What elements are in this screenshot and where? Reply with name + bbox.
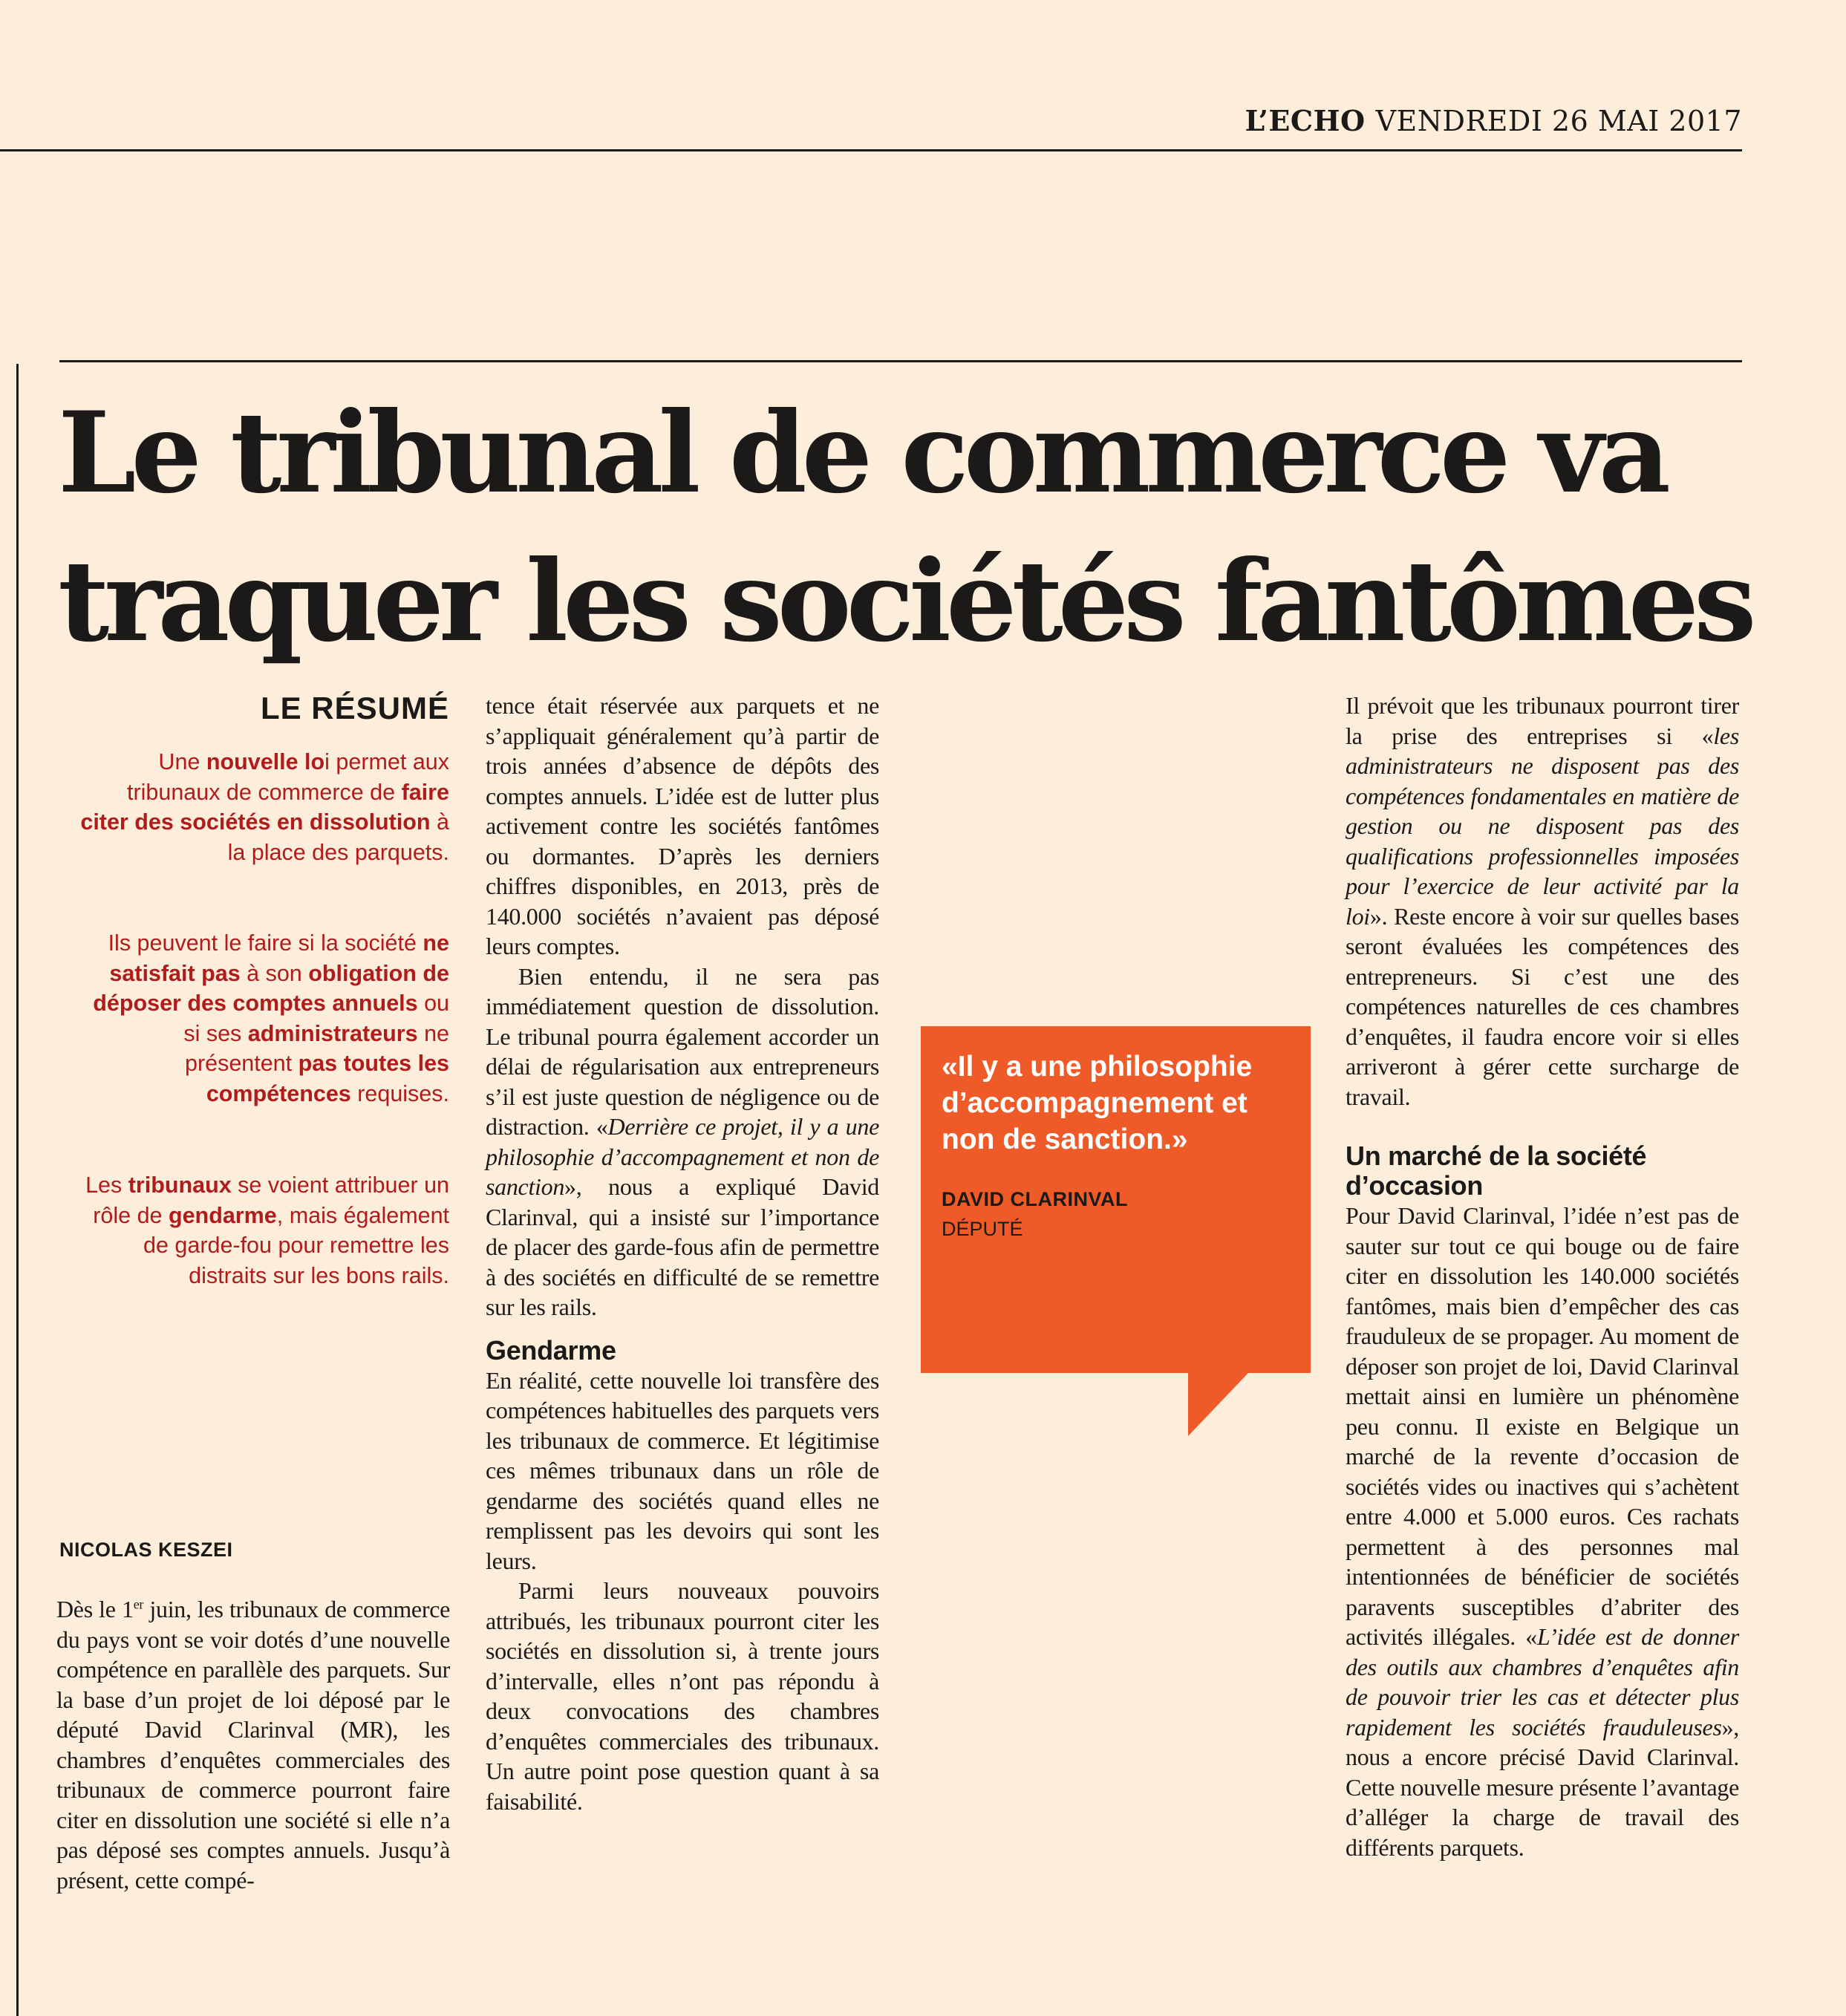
- pull-quote-author: DAVID CLARINVAL: [942, 1188, 1128, 1210]
- publication-date: VENDREDI 26 MAI 2017: [1375, 105, 1742, 137]
- article-paragraph: En réalité, cette nouvelle loi transfère des compétences habituelles des parquets vers les tribunaux de commerce. Et légitimise ces mêmes tribunaux dans un rôle de gendarme des sociétés quand elles ne remplissent pas les devoirs qui sont les leurs.: [486, 1366, 879, 1574]
- article-column-4: [1346, 691, 1739, 1862]
- subhead-marche: Un marché de la société d’occasion: [1346, 1141, 1647, 1201]
- pull-quote-text: «Il y a une philosophie d’accompagnement et non de sanction.»: [942, 1051, 1253, 1155]
- article-paragraph: tence était réservée aux parquets et ne s’appliquait généralement qu’à partir de trois années d’absence de dépôts des comptes annuels. L’idée est de lutter plus activement contre les sociétés fantômes ou dormantes. D’après les derniers chiffres disponibles, en 2013, près de 140.000 sociétés n’avaient pas déposé leurs comptes.: [486, 692, 879, 959]
- speech-bubble-tail: [1188, 1372, 1249, 1436]
- top-rule: [0, 149, 1742, 151]
- publication-name: L’ECHO: [1245, 104, 1366, 137]
- headline-line-2: traquer les sociétés fantômes: [58, 536, 1752, 667]
- article-paragraph: Bien entendu, il ne sera pas immédiatement question de dissolution. Le tribunal pourra également accorder un délai de régularisation aux entrepreneurs s’il est juste question de négligence ou de distraction. «Derrière ce projet, il y a une philosophie d’accompagnement et non de sanction», nous a expliqué David Clarinval, qui a insisté sur l’importance de placer des garde-fous afin de permettre à des sociétés en difficulté de se remettre sur les rails.: [486, 962, 879, 1320]
- article-paragraph: Pour David Clarinval, l’idée n’est pas de sauter sur tout ce qui bouge ou de faire citer en dissolution les 140.000 sociétés fantômes, mais bien d’empêcher des cas frauduleux de se propager. Au moment de déposer son projet de loi, David Clarinval mettait ainsi en lumière un phénomène peu connu. Il existe en Belgique un marché de la revente d’occasion de sociétés vides ou inactives qui s’achètent entre 4.000 et 5.000 euros. Ces rachats permettent à des personnes mal intentionnées de bénéficier de sociétés paravents susceptibles d’abriter des activités illégales. «L’idée est de donner des outils aux chambres d’enquêtes afin de pouvoir trier les cas et détecter plus rapidement les sociétés frauduleuses», nous a encore précisé David Clarinval. Cette nouvelle mesure présente l’avantage d’alléger la charge de travail des différents parquets.: [1346, 1202, 1739, 1861]
- masthead: [1245, 104, 1742, 137]
- pull-quote-role: DÉPUTÉ: [942, 1218, 1023, 1240]
- article-column-1: [56, 1594, 450, 1895]
- article-paragraph: Dès le 1er juin, les tribunaux de commerce du pays vont se voir dotés d’une nouvelle compétence en parallèle des parquets. Sur la base d’un projet de loi déposé par le député David Clarinval (MR), les chambres d’enquêtes commerciales des tribunaux de commerce pourront faire citer en dissolution une société si elle n’a pas déposé ses comptes annuels. Jusqu’à présent, cette compé-: [56, 1596, 450, 1893]
- headline-line-1: Le tribunal de commerce va: [58, 388, 1666, 518]
- headline-rule: [59, 360, 1742, 362]
- subhead-gendarme: Gendarme: [486, 1334, 616, 1366]
- article-column-2: [486, 691, 879, 1816]
- resume-paragraph-2: Ils peuvent le faire si la société ne satisfait pas à son obligation de déposer des comptes annuels ou si ses administrateurs ne présentent pas toutes les compétences requises.: [93, 930, 449, 1106]
- author-byline: NICOLAS KESZEI: [59, 1539, 233, 1561]
- resume-paragraph-3: Les tribunaux se voient attribuer un rôle de gendarme, mais également de garde-fou pour remettre les distraits sur les bons rails.: [85, 1172, 449, 1288]
- left-column-rule: [16, 364, 19, 2016]
- pull-quote: [921, 1026, 1311, 1373]
- headline: [58, 379, 1766, 676]
- article-paragraph: Il prévoit que les tribunaux pourront tirer la prise des entreprises si «les administrateurs ne disposent pas des compétences fondamentales en matière de gestion ou ne disposent pas des qualifications professionnelles imposées pour l’exercice de leur activité par la loi». Reste encore à voir sur quelles bases seront évaluées les compétences des entrepreneurs. Si c’est une des compétences naturelles de ces chambres d’enquêtes, il faudra encore voir si elles arriveront à gérer cette surcharge de travail.: [1346, 692, 1739, 1110]
- resume-paragraph-1: Une nouvelle loi permet aux tribunaux de commerce de faire citer des sociétés en dissolution à la place des parquets.: [80, 749, 449, 865]
- resume-title: LE RÉSUMÉ: [260, 691, 449, 725]
- article-paragraph: Parmi leurs nouveaux pouvoirs attribués, les tribunaux pourront citer les sociétés en dissolution si, à trente jours d’intervalle, elles n’ont pas répondu à deux convocations des chambres d’enquêtes commerciales des tribunaux. Un autre point pose question quant à sa faisabilité.: [486, 1577, 879, 1815]
